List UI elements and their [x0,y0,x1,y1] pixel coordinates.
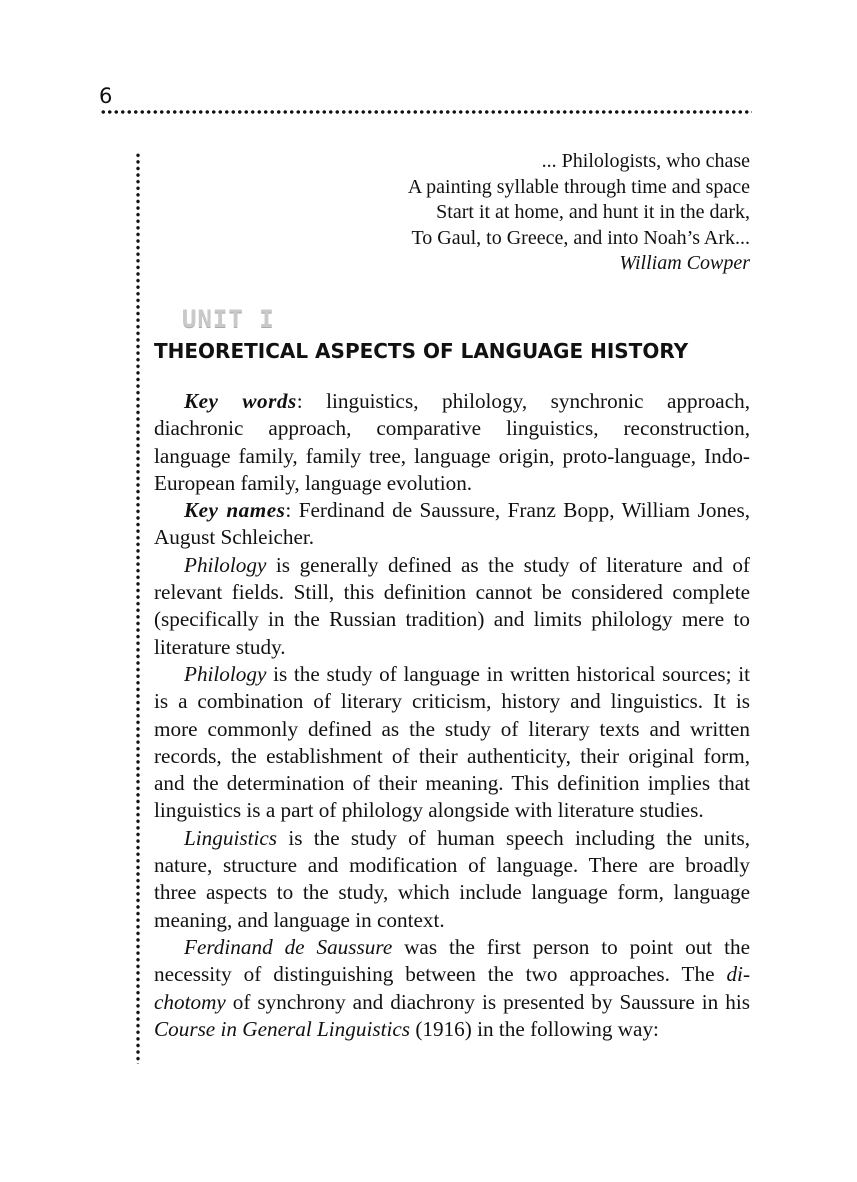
unit-title: THEORETICAL ASPECTS OF LANGUAGE HISTORY [154,339,689,363]
body-text [154,388,750,1043]
margin-dotted-rule [134,152,142,1064]
key-words-text: : linguistics, philology, synchronic approach, diachronic approach, comparative linguistics, reconstruction, language family, family tree, language origin, proto-language, Indo-European family, language evolution. [154,389,750,495]
key-words-term: Key words [184,389,297,413]
unit-label: UNIT I [182,305,275,333]
epigraph-author: William Cowper [619,252,750,275]
epigraph [290,149,750,277]
key-names-term: Key names [184,498,286,523]
key-names-paragraph [154,497,750,552]
saussure-text-1: was the first person to point out the necessity of distinguishing between the two approaches. The [154,934,750,987]
saussure-paragraph [154,934,750,1043]
epigraph-line: A painting syllable through time and space [407,175,750,198]
saussure-text-2: of synchrony and diachrony is presented by Saussure in his [225,989,750,1014]
epigraph-line: To Gaul, to Greece, and into Noah’s Ark... [411,226,750,249]
book-title: Course in General Linguistics [154,1016,411,1041]
linguistics-text: is the study of human speech including the units, nature, structure and modification of language. There are broadly three aspects to the study, which include language form, language meaning, and language in context. [154,825,750,932]
page-number: 6 [99,84,113,108]
saussure-text-3: (1916) in the following way: [410,1016,659,1041]
philology-text: is generally defined as the study of literature and of relevant fields. Still, this definition cannot be considered complete (specifically in the Russian tradition) and limits philology mere to literature study. [154,552,750,659]
key-words-paragraph [154,388,750,497]
philology-term: Philology [184,661,267,686]
header-dotted-rule [100,108,752,116]
epigraph-line: ... Philologists, who chase [541,150,750,172]
linguistics-definition [154,825,750,934]
saussure-term: Ferdinand de Saussure [184,934,393,959]
philology-definition-1 [154,552,750,661]
philology-text: is the study of language in written historical sources; it is a combination of literary criticism, history and linguistics. It is more commonly defined as the study of literary texts and written records, the establishment of their authenticity, their original form, and the determination of their meaning. This definition implies that linguistics is a part of philology alongside with literature studies. [154,661,750,823]
philology-term: Philology [184,552,267,577]
dichotomy-term: dichotomy [154,962,750,1014]
philology-definition-2 [154,661,750,825]
epigraph-line: Start it at home, and hunt it in the dark, [436,201,750,224]
key-names-text: : Ferdinand de Saussure, Franz Bopp, William Jones, August Schleicher. [154,498,750,550]
linguistics-term: Linguistics [184,825,278,850]
